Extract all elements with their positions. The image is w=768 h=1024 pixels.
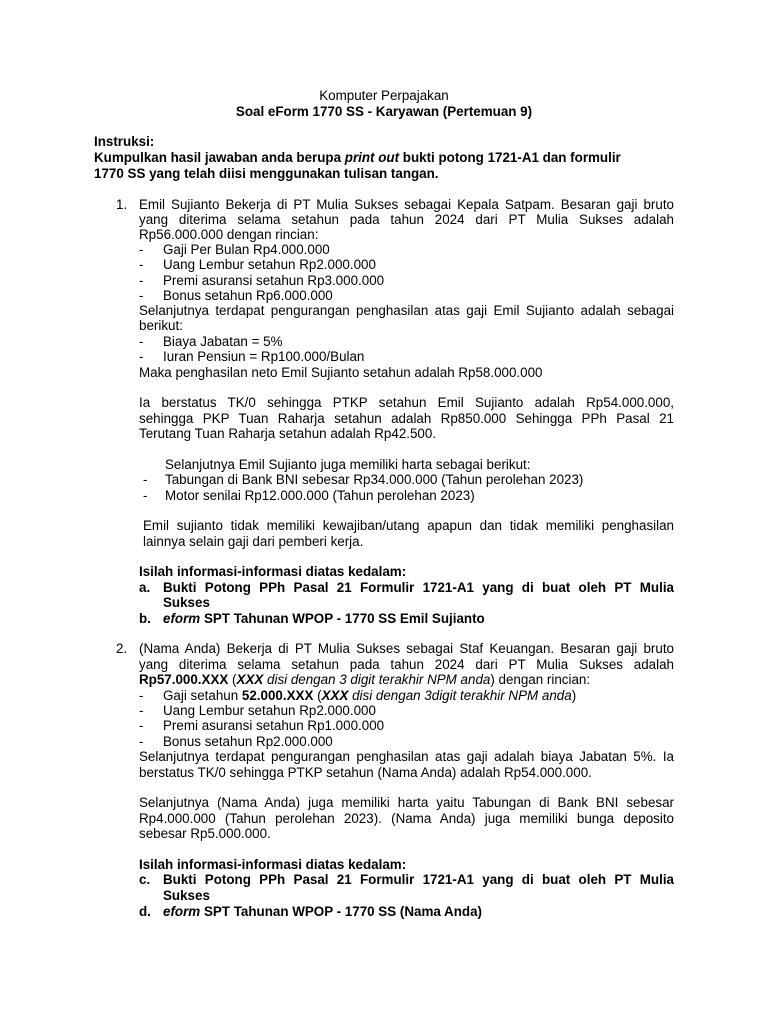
instruction-label: Instruksi: [94, 134, 155, 149]
list-item: - Bonus setahun Rp2.000.000 [139, 734, 333, 749]
paragraph-line: Emil Sujianto Bekerja di PT Mulia Sukses sebagai Kepala Satpam. Besaran gaji bruto [139, 197, 674, 212]
task-item: Bukti Potong PPh Pasal 21 Formulir 1721-A1 yang di buat oleh PT Mulia [163, 580, 674, 595]
paragraph-line: Rp56.000.000 dengan rincian: [139, 227, 319, 242]
list-item: - Tabungan di Bank BNI sebesar Rp34.000.000 (Tahun perolehan 2023) [143, 472, 584, 487]
task-item: Sukses [163, 888, 210, 903]
paragraph-line: lainnya selain gaji dari pemberi kerja. [143, 534, 364, 549]
task-item: Sukses [163, 595, 210, 610]
instruction-line: 1770 SS yang telah diisi menggunakan tulisan tangan. [94, 166, 439, 181]
paragraph-line: Selanjutnya Emil Sujianto juga memiliki harta sebagai berikut: [165, 457, 531, 472]
paragraph-line: Emil sujianto tidak memiliki kewajiban/utang apapun dan tidak memiliki penghasilan [143, 518, 674, 533]
list-item: - Uang Lembur setahun Rp2.000.000 [139, 703, 376, 718]
list-item: - Biaya Jabatan = 5% [139, 334, 283, 349]
instruction-line: Kumpulkan hasil jawaban anda berupa print out bukti potong 1721-A1 dan formulir [94, 150, 621, 165]
task-label: c. [139, 872, 151, 887]
task-item: Bukti Potong PPh Pasal 21 Formulir 1721-A1 yang di buat oleh PT Mulia [163, 872, 674, 887]
list-item: - Iuran Pensiun = Rp100.000/Bulan [139, 349, 365, 364]
paragraph-line: Ia berstatus TK/0 sehingga PTKP setahun Emil Sujianto adalah Rp54.000.000, [139, 395, 674, 410]
paragraph-line: Selanjutnya terdapat pengurangan penghasilan atas gaji Emil Sujianto adalah sebagai [139, 303, 674, 318]
paragraph-line: (Nama Anda) Bekerja di PT Mulia Sukses sebagai Staf Keuangan. Besaran gaji bruto [139, 641, 674, 656]
list-item: - Premi asuransi setahun Rp1.000.000 [139, 718, 385, 733]
task-label: b. [139, 611, 151, 626]
question-number: 2. [116, 641, 128, 656]
doc-subtitle: Soal eForm 1770 SS - Karyawan (Pertemuan 9) [235, 104, 533, 119]
list-item: - Gaji Per Bulan Rp4.000.000 [139, 242, 330, 257]
list-item: - Premi asuransi setahun Rp3.000.000 [139, 273, 385, 288]
list-item: - Motor senilai Rp12.000.000 (Tahun perolehan 2023) [143, 488, 475, 503]
paragraph-line: Terutang Tuan Raharja setahun adalah Rp42.500. [139, 426, 437, 441]
paragraph-line: sebesar Rp5.000.000. [139, 826, 271, 841]
task-heading: Isilah informasi-informasi diatas kedalam: [139, 564, 407, 579]
paragraph-line: berikut: [139, 318, 183, 333]
paragraph-line: sehingga PKP Tuan Raharja setahun adalah Rp850.000 Sehingga PPh Pasal 21 [139, 411, 674, 426]
paragraph-line: berstatus TK/0 sehingga PTKP setahun (Nama Anda) adalah Rp54.000.000. [139, 765, 592, 780]
paragraph-line: Maka penghasilan neto Emil Sujianto setahun adalah Rp58.000.000 [139, 365, 543, 380]
task-item: eform SPT Tahunan WPOP - 1770 SS Emil Sujianto [163, 611, 485, 626]
doc-title: Komputer Perpajakan [319, 88, 449, 103]
list-item: - Gaji setahun 52.000.XXX (XXX disi dengan 3digit terakhir NPM anda) [139, 688, 577, 703]
paragraph-line: Rp4.000.000 (Tahun perolehan 2023). (Nama Anda) juga memiliki bunga deposito [139, 811, 674, 826]
task-item: eform SPT Tahunan WPOP - 1770 SS (Nama Anda) [163, 904, 482, 919]
paragraph-line: Selanjutnya terdapat pengurangan penghasilan atas gaji adalah biaya Jabatan 5%. Ia [139, 749, 674, 764]
paragraph-line: yang diterima selama setahun pada tahun 2024 dari PT Mulia Sukses adalah [139, 212, 674, 227]
list-item: - Bonus setahun Rp6.000.000 [139, 288, 333, 303]
task-label: a. [139, 580, 151, 595]
task-heading: Isilah informasi-informasi diatas kedalam: [139, 857, 407, 872]
question-number: 1. [116, 197, 128, 212]
paragraph-line: Rp57.000.XXX (XXX disi dengan 3 digit terakhir NPM anda) dengan rincian: [139, 672, 591, 687]
task-label: d. [139, 904, 151, 919]
list-item: - Uang Lembur setahun Rp2.000.000 [139, 257, 376, 272]
paragraph-line: Selanjutnya (Nama Anda) juga memiliki harta yaitu Tabungan di Bank BNI sebesar [139, 795, 674, 810]
paragraph-line: yang diterima selama setahun pada tahun 2024 dari PT Mulia Sukses adalah [139, 657, 674, 672]
